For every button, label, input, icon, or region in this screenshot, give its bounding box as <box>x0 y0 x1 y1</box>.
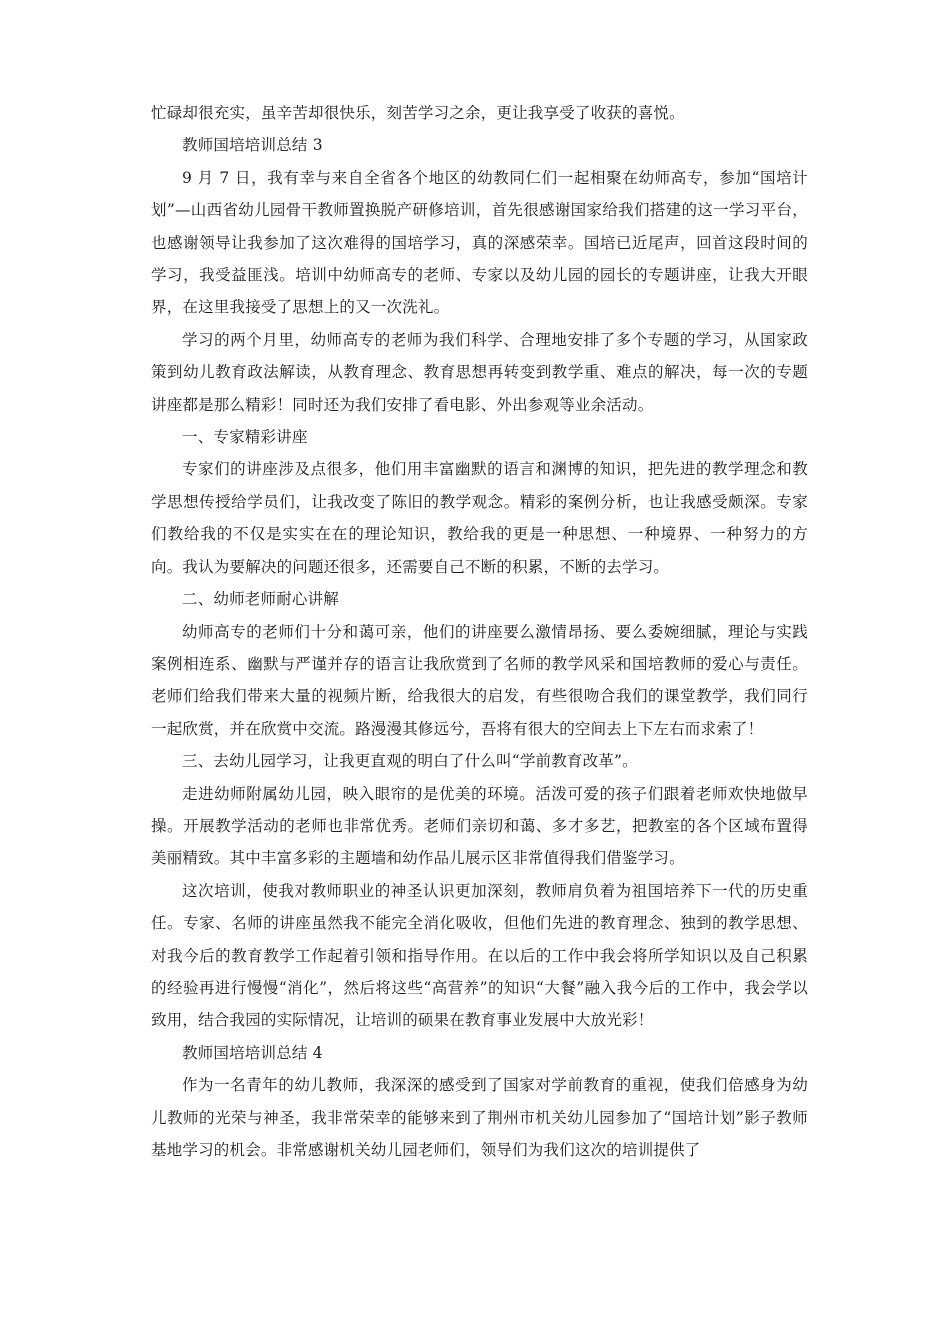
paragraph: 幼师高专的老师们十分和蔼可亲，他们的讲座要么激情昂扬、要么委婉细腻，理论与实践案例相连系、幽默与严谨并存的语言让我欣赏到了名师的教学风采和国培教师的爱心与责任。老师们给我们带来大量的视频片断，给我很大的启发，有些很吻合我们的课堂教学，我们同行一起欣赏，并在欣赏中交流。路漫漫其修远兮，吾将有很大的空间去上下左右而求索了！ <box>151 622 808 738</box>
paragraph: 专家们的讲座涉及点很多，他们用丰富幽默的语言和渊博的知识，把先进的教学理念和教学思想传授给学员们，让我改变了陈旧的教学观念。精彩的案例分析，也让我感受颇深。专家们教给我的不仅是实实在在的理论知识，教给我的更是一种思想、一种境界、一种努力的方向。我认为要解决的问题还很多，还需要自己不断的积累，不断的去学习。 <box>151 460 808 576</box>
paragraph: 走进幼师附属幼儿园，映入眼帘的是优美的环境。活泼可爱的孩子们跟着老师欢快地做早操。开展教学活动的老师也非常优秀。老师们亲切和蔼、多才多艺，把教室的各个区域布置得美丽精致。其中丰富多彩的主题墙和幼作品儿展示区非常值得我们借鉴学习。 <box>151 784 808 868</box>
paragraph: 9 月 7 日，我有幸与来自全省各个地区的幼教同仁们一起相聚在幼师高专，参加“国培计划”—山西省幼儿园骨干教师置换脱产研修培训，首先很感谢国家给我们搭建的这一学习平台，也感谢领导让我参加了这次难得的国培学习，真的深感荣幸。国培已近尾声，回首这段时间的学习，我受益匪浅。培训中幼师高专的老师、专家以及幼儿园的园长的专题讲座，让我大开眼界，在这里我接受了思想上的又一次洗礼。 <box>151 168 808 317</box>
paragraph: 作为一名青年的幼儿教师，我深深的感受到了国家对学前教育的重视，使我们倍感身为幼儿教师的光荣与神圣，我非常荣幸的能够来到了荆州市机关幼儿园参加了“国培计划”影子教师基地学习的机会。非常感谢机关幼儿园老师们，领导们为我们这次的培训提供了 <box>151 1076 808 1159</box>
subheading-teacher-explanation: 二、幼师老师耐心讲解 <box>182 590 340 609</box>
section-title-summary-3: 教师国培培训总结 3 <box>182 136 323 155</box>
document-body <box>151 97 808 1166</box>
paragraph: 学习的两个月里，幼师高专的老师为我们科学、合理地安排了多个专题的学习，从国家政策到幼儿教育政法解读，从教育理念、教育思想再转变到教学重、难点的解决，每一次的专题讲座都是那么精彩！同时还为我们安排了看电影、外出参观等业余活动。 <box>151 330 808 414</box>
paragraph: 这次培训，使我对教师职业的神圣认识更加深刻，教师肩负着为祖国培养下一代的历史重任。专家、名师的讲座虽然我不能完全消化吸收，但他们先进的教育理念、独到的教学思想、对我今后的教育教学工作起着引领和指导作用。在以后的工作中我会将所学知识以及自己积累的经验再进行慢慢“消化”，然后将这些“高营养”的知识“大餐”融入我今后的工作中，我会学以致用，结合我园的实际情况，让培训的硕果在教育事业发展中大放光彩！ <box>151 881 808 1030</box>
section-title-summary-4: 教师国培培训总结 4 <box>182 1043 323 1062</box>
subheading-kindergarten-visit: 三、去幼儿园学习，让我更直观的明白了什么叫“学前教育改革”。 <box>182 752 638 771</box>
subheading-expert-lectures: 一、专家精彩讲座 <box>182 428 308 447</box>
paragraph-continuation: 忙碌却很充实，虽辛苦却很快乐，刻苦学习之余，更让我享受了收获的喜悦。 <box>151 104 685 122</box>
